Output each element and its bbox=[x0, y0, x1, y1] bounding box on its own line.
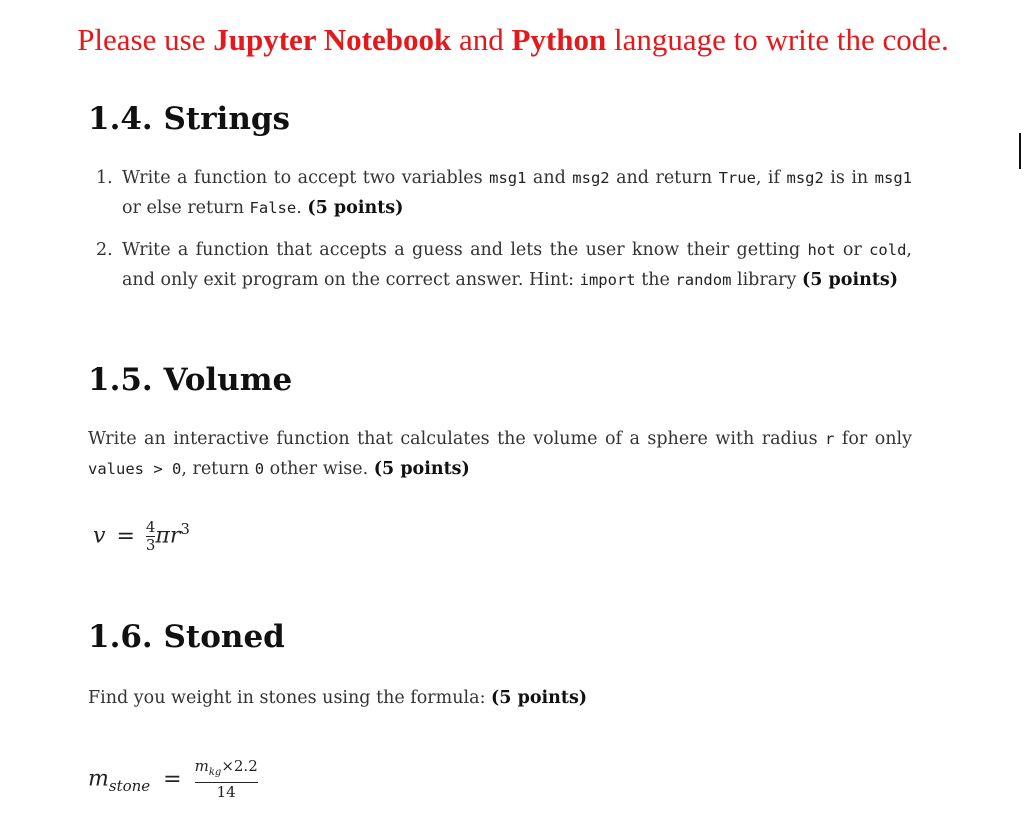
list-item-q2: 2. Write a function that accepts a guess and lets the user know their getting hot or cold, and only exit program on the correct answer. Hint: import the random library (5 points) bbox=[0, 235, 1026, 327]
volume-formula: v = $\frac{4}{3}$ $\pi r^3$ bbox=[93, 518, 190, 554]
question-text: Write a function to accept two variables msg1 and msg2 and return True, if msg2 is in msg1 or else return False. (5 points) bbox=[122, 168, 912, 218]
instruction-banner: Please use Jupyter Notebook and Python language to write the code. bbox=[77, 22, 949, 57]
list-item-q1: 1. Write a function to accept two variables msg1 and msg2 and return True, if msg2 is in msg1 or else return False. (5 points) bbox=[0, 163, 1026, 225]
section-title-stoned: 1.6. Stoned bbox=[88, 619, 285, 655]
stoned-description: Find you weight in stones using the formula: (5 points) bbox=[88, 688, 588, 708]
points-badge: (5 points) bbox=[491, 688, 588, 708]
volume-description: Write an interactive function that calculates the volume of a sphere with radius r for only values > 0, return 0 other wise. (5 points) bbox=[88, 429, 912, 479]
stone-formula: $m_{stone}$ = $\frac{m_{kg}\times 2.2}{14}$ bbox=[88, 757, 258, 801]
section-title-strings: 1.4. Strings bbox=[88, 101, 290, 137]
question-text: Write a function that accepts a guess and lets the user know their getting hot or cold, and only exit program on the correct answer. Hint: import the random library (5 points) bbox=[122, 240, 912, 290]
section-title-volume: 1.5. Volume bbox=[88, 362, 293, 398]
banner-python: Python bbox=[511, 22, 607, 57]
points-badge: (5 points) bbox=[373, 459, 470, 479]
points-badge: (5 points) bbox=[307, 198, 404, 218]
points-badge: (5 points) bbox=[802, 270, 899, 290]
banner-jupyter: Jupyter Notebook bbox=[213, 22, 452, 57]
